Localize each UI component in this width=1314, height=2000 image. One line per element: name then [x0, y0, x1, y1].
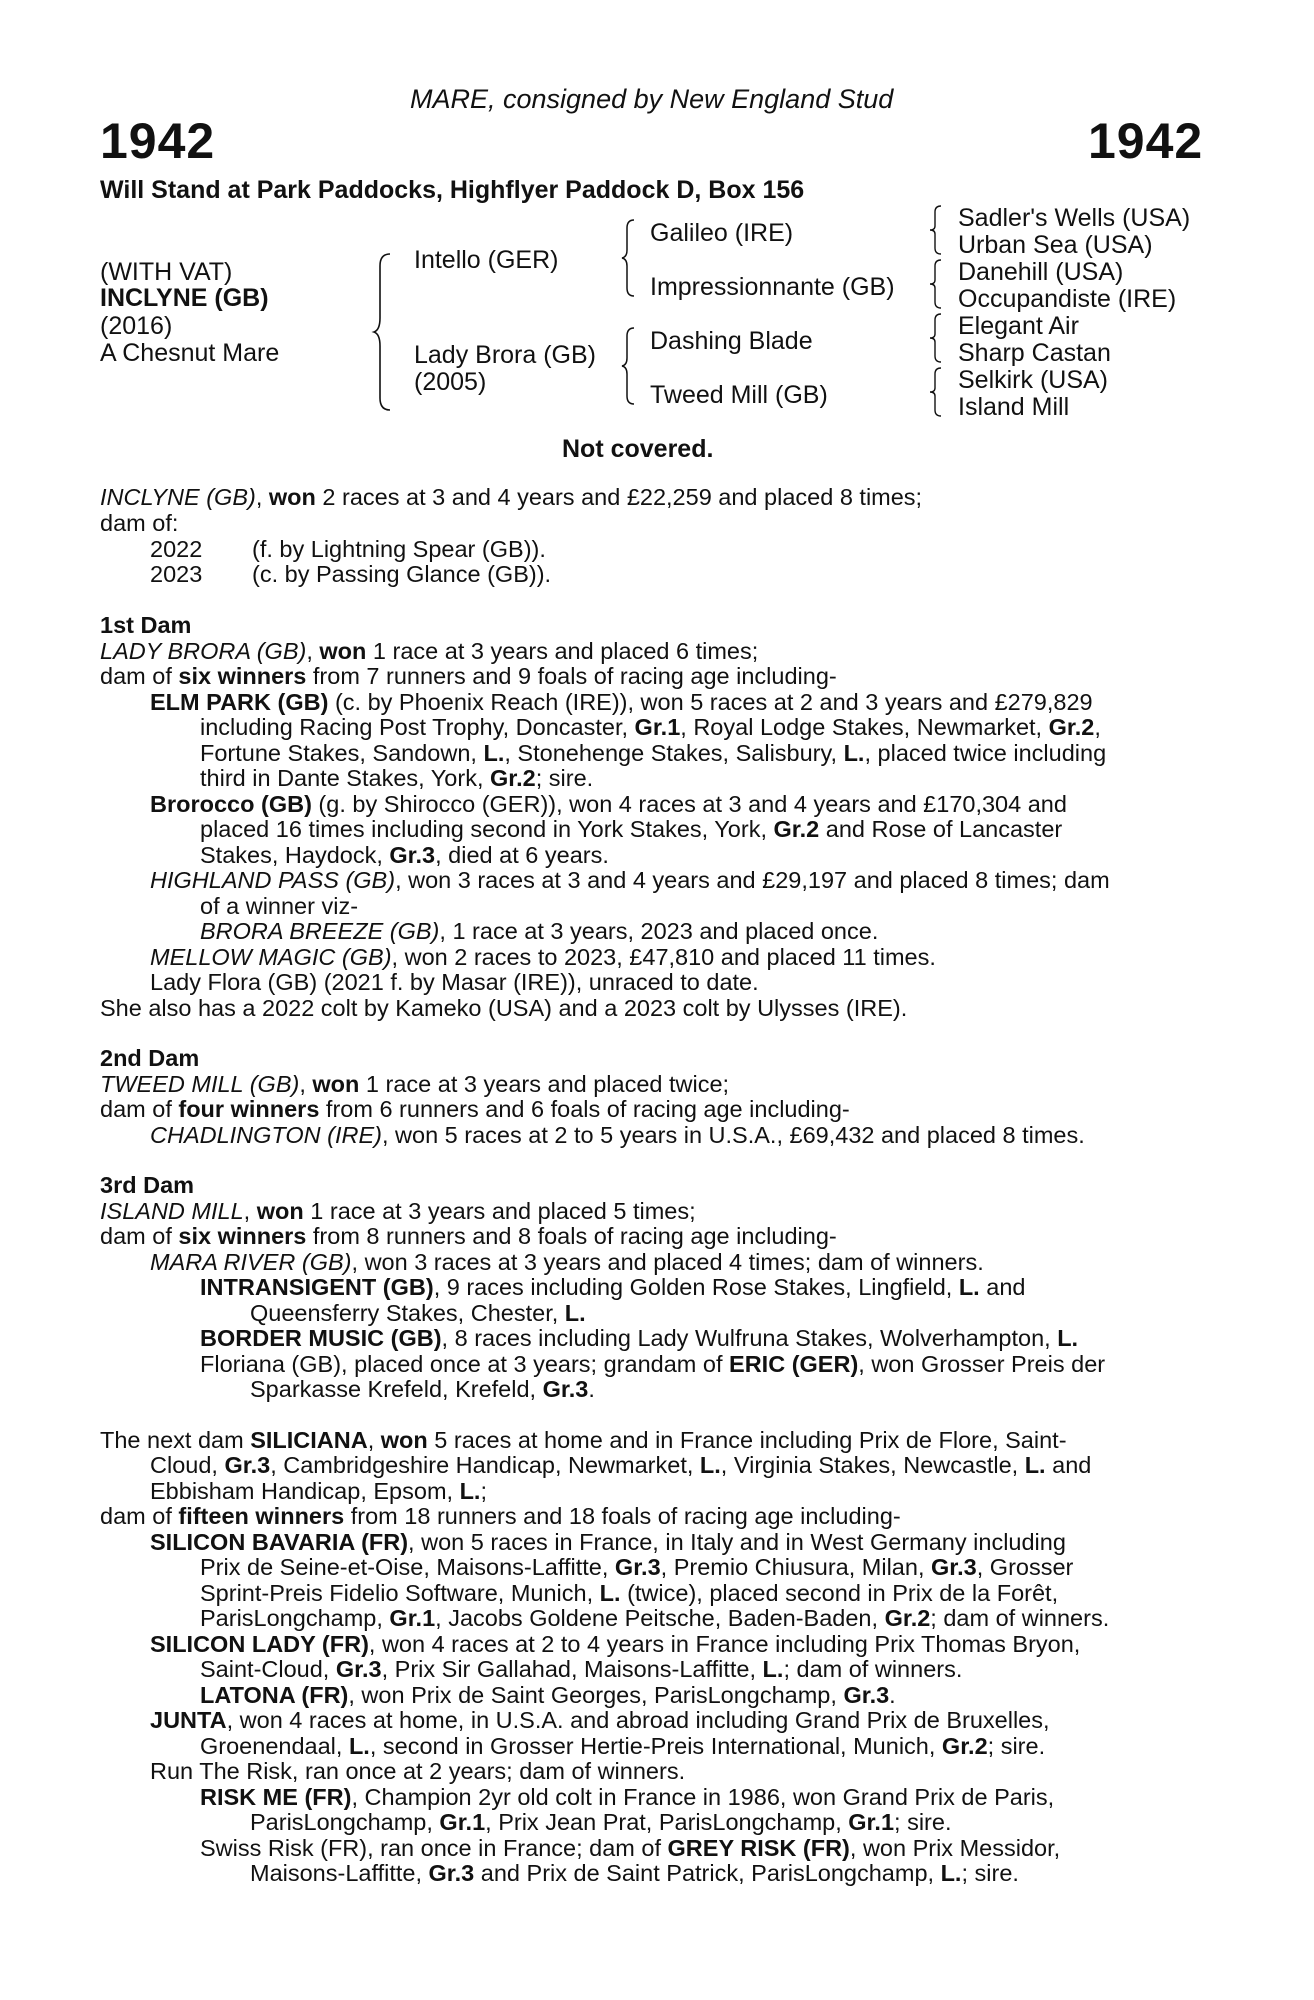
- horse-description: A Chesnut Mare: [100, 339, 280, 367]
- next-dam-sb-3: Sprint-Preis Fidelio Software, Munich, L. (twice), placed second in Prix de la Forêt,: [200, 1580, 1059, 1606]
- lot-number-right: 1942: [1088, 113, 1204, 169]
- dam3-bm: BORDER MUSIC (GB), 8 races including Lady Wulfruna Stakes, Wolverhampton, L.: [200, 1325, 1079, 1351]
- dam1-lf: Lady Flora (GB) (2021 f. by Masar (IRE)), unraced to date.: [150, 969, 759, 995]
- dam2-line-1: TWEED MILL (GB), won 1 race at 3 years and placed twice;: [100, 1071, 730, 1097]
- dam3-fl-2: Sparkasse Krefeld, Krefeld, Gr.3.: [250, 1376, 595, 1402]
- pedigree-sire-sire: Galileo (IRE): [650, 219, 794, 247]
- produce-desc-2: (c. by Passing Glance (GB)).: [252, 561, 552, 587]
- section-title-1st-dam: 1st Dam: [100, 612, 192, 638]
- dam1-line-1: LADY BRORA (GB), won 1 race at 3 years and placed 6 times;: [100, 638, 759, 664]
- next-dam-sl-1: SILICON LADY (FR), won 4 races at 2 to 4 years in France including Prix Thomas Bryon,: [150, 1631, 1081, 1657]
- next-dam-sl-2: Saint-Cloud, Gr.3, Prix Sir Gallahad, Maisons-Laffitte, L.; dam of winners.: [200, 1656, 963, 1682]
- record-line-2: dam of:: [100, 510, 179, 536]
- next-dam-sb-4: ParisLongchamp, Gr.1, Jacobs Goldene Peitsche, Baden-Baden, Gr.2; dam of winners.: [200, 1605, 1110, 1631]
- dam3-mr: MARA RIVER (GB), won 3 races at 3 years and placed 4 times; dam of winners.: [150, 1249, 984, 1275]
- dam1-bb: BRORA BREEZE (GB), 1 race at 3 years, 2023 and placed once.: [200, 918, 879, 944]
- produce-desc-1: (f. by Lightning Spear (GB)).: [252, 536, 546, 562]
- pedigree-sire-dam: Impressionnante (GB): [650, 273, 895, 301]
- next-dam-line-2: Cloud, Gr.3, Cambridgeshire Handicap, Newmarket, L., Virginia Stakes, Newcastle, L. and: [150, 1452, 1092, 1478]
- next-dam-sr-2: Maisons-Laffitte, Gr.3 and Prix de Saint Patrick, ParisLongchamp, L.; sire.: [250, 1860, 1019, 1886]
- pedigree-brace-dam: [620, 326, 640, 406]
- pedigree-dam-dam: Tweed Mill (GB): [650, 381, 828, 409]
- consignment-line: MARE, consigned by New England Stud: [410, 84, 894, 114]
- pedigree-brace-dd: [928, 366, 946, 418]
- section-title-3rd-dam: 3rd Dam: [100, 1172, 195, 1198]
- pedigree-ddd: Island Mill: [958, 393, 1070, 421]
- dam1-elm-1: ELM PARK (GB) (c. by Phoenix Reach (IRE)), won 5 races at 2 and 3 years and £279,829: [150, 689, 1093, 715]
- next-dam-rm-1: RISK ME (FR), Champion 2yr old colt in France in 1986, won Grand Prix de Paris,: [200, 1784, 1055, 1810]
- pedigree-sire: Intello (GER): [414, 246, 559, 274]
- next-dam-line-4: dam of fifteen winners from 18 runners and 18 foals of racing age including-: [100, 1503, 901, 1529]
- pedigree-sss: Sadler's Wells (USA): [958, 204, 1191, 232]
- pedigree-dsd: Sharp Castan: [958, 339, 1111, 367]
- stand-location: Will Stand at Park Paddocks, Highflyer Paddock D, Box 156: [100, 176, 805, 204]
- dam1-elm-3: Fortune Stakes, Sandown, L., Stonehenge Stakes, Salisbury, L., placed twice including: [200, 740, 1107, 766]
- pedigree-sds: Danehill (USA): [958, 258, 1124, 286]
- pedigree-brace-sd: [928, 258, 946, 310]
- record-line-1: INCLYNE (GB), won 2 races at 3 and 4 years and £22,259 and placed 8 times;: [100, 484, 923, 510]
- dam3-in-1: INTRANSIGENT (GB), 9 races including Golden Rose Stakes, Lingfield, L. and: [200, 1274, 1026, 1300]
- horse-year: (2016): [100, 312, 173, 340]
- pedigree-brace-main: [372, 252, 396, 412]
- pedigree-ssd: Urban Sea (USA): [958, 231, 1153, 259]
- next-dam-la: LATONA (FR), won Prix de Saint Georges, ParisLongchamp, Gr.3.: [200, 1682, 896, 1708]
- next-dam-ju-1: JUNTA, won 4 races at home, in U.S.A. and abroad including Grand Prix de Bruxelles,: [150, 1707, 1050, 1733]
- pedigree-sdd: Occupandiste (IRE): [958, 285, 1177, 313]
- dam1-bro-3: Stakes, Haydock, Gr.3, died at 6 years.: [200, 842, 609, 868]
- dam3-in-2: Queensferry Stakes, Chester, L.: [250, 1300, 586, 1326]
- dam3-fl-1: Floriana (GB), placed once at 3 years; grandam of ERIC (GER), won Grosser Preis der: [200, 1351, 1106, 1377]
- dam1-elm-4: third in Dante Stakes, York, Gr.2; sire.: [200, 765, 594, 791]
- next-dam-rr: Run The Risk, ran once at 2 years; dam of winners.: [150, 1758, 686, 1784]
- cover-status: Not covered.: [562, 435, 714, 463]
- dam1-mm: MELLOW MAGIC (GB), won 2 races to 2023, £47,810 and placed 11 times.: [150, 944, 936, 970]
- pedigree-dss: Elegant Air: [958, 312, 1079, 340]
- pedigree-brace-ss: [928, 204, 946, 256]
- dam2-line-3: CHADLINGTON (IRE), won 5 races at 2 to 5 years in U.S.A., £69,432 and placed 8 times.: [150, 1122, 1085, 1148]
- dam1-elm-2: including Racing Post Trophy, Doncaster, Gr.1, Royal Lodge Stakes, Newmarket, Gr.2,: [200, 714, 1101, 740]
- next-dam-sb-1: SILICON BAVARIA (FR), won 5 races in France, in Italy and in West Germany including: [150, 1529, 1066, 1555]
- produce-year-1: 2022: [150, 536, 203, 562]
- dam3-line-1: ISLAND MILL, won 1 race at 3 years and placed 5 times;: [100, 1198, 696, 1224]
- next-dam-sb-2: Prix de Seine-et-Oise, Maisons-Laffitte, Gr.3, Premio Chiusura, Milan, Gr.3, Grosser: [200, 1554, 1074, 1580]
- next-dam-ju-2: Groenendaal, L., second in Grosser Hertie-Preis International, Munich, Gr.2; sire.: [200, 1733, 1046, 1759]
- dam1-line-2: dam of six winners from 7 runners and 9 foals of racing age including-: [100, 663, 837, 689]
- pedigree-brace-sire: [620, 218, 640, 298]
- dam1-hp-1: HIGHLAND PASS (GB), won 3 races at 3 and 4 years and £29,197 and placed 8 times; dam: [150, 867, 1110, 893]
- dam1-bro-2: placed 16 times including second in York Stakes, York, Gr.2 and Rose of Lancaster: [200, 816, 1063, 842]
- dam3-line-2: dam of six winners from 8 runners and 8 foals of racing age including-: [100, 1223, 837, 1249]
- section-title-2nd-dam: 2nd Dam: [100, 1045, 200, 1071]
- dam2-line-2: dam of four winners from 6 runners and 6 foals of racing age including-: [100, 1096, 850, 1122]
- next-dam-line-3: Ebbisham Handicap, Epsom, L.;: [150, 1478, 487, 1504]
- pedigree-dam: Lady Brora (GB): [414, 341, 597, 369]
- next-dam-sr-1: Swiss Risk (FR), ran once in France; dam of GREY RISK (FR), won Prix Messidor,: [200, 1835, 1061, 1861]
- pedigree-dam-year: (2005): [414, 368, 487, 396]
- pedigree-dds: Selkirk (USA): [958, 366, 1109, 394]
- dam1-also: She also has a 2022 colt by Kameko (USA) and a 2023 colt by Ulysses (IRE).: [100, 995, 908, 1021]
- horse-name: INCLYNE (GB): [100, 284, 269, 312]
- next-dam-rm-2: ParisLongchamp, Gr.1, Prix Jean Prat, ParisLongchamp, Gr.1; sire.: [250, 1809, 952, 1835]
- dam1-hp-2: of a winner viz-: [200, 893, 359, 919]
- pedigree-dam-sire: Dashing Blade: [650, 327, 813, 355]
- lot-number-left: 1942: [100, 113, 216, 169]
- pedigree-brace-ds: [928, 312, 946, 364]
- next-dam-line-1: The next dam SILICIANA, won 5 races at home and in France including Prix de Flore, Saint-: [100, 1427, 1067, 1453]
- dam1-bro-1: Brorocco (GB) (g. by Shirocco (GER)), won 4 races at 3 and 4 years and £170,304 and: [150, 791, 1067, 817]
- produce-year-2: 2023: [150, 561, 203, 587]
- vat-note: (WITH VAT): [100, 258, 233, 286]
